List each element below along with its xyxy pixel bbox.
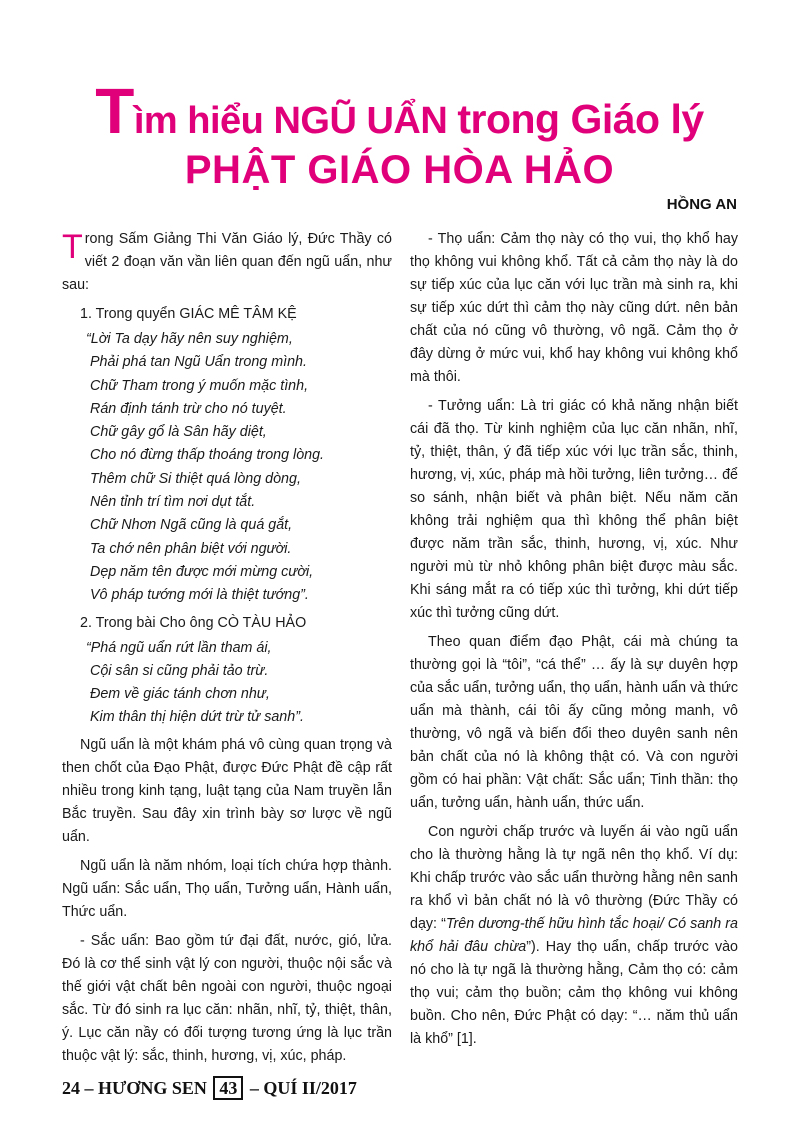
poem-line: Chữ Nhơn Ngã cũng là quá gắt, (90, 517, 293, 534)
poem-line: Phải phá tan Ngũ Uẩn trong mình. (90, 354, 307, 371)
author-name: HỒNG AN (666, 196, 737, 213)
poem-line: Dẹp năm tên được mới mừng cười, (90, 563, 314, 580)
body-paragraph (410, 821, 738, 1051)
poem-line: Ta chớ nên phân biệt với người. (90, 540, 292, 557)
poem-line: Kim thân thị hiện dứt trừ tử sanh”. (90, 709, 304, 726)
right-column (410, 228, 738, 1057)
title-initial: T (95, 75, 134, 147)
quote-text: Trên dương-thế hữu hình tắc hoại/ Có sanh ra khổ hải đâu chừa (410, 916, 738, 955)
body-paragraph: Ngũ uẩn là năm nhóm, loại tích chứa hợp thành. Ngũ uẩn: Sắc uẩn, Thọ uẩn, Tưởng uẩn, Hành uẩn, Thức uẩn. (62, 857, 392, 920)
title-part-b: NGŨ UẨN (273, 100, 458, 142)
issue-period: – QUÍ II/2017 (249, 1078, 357, 1098)
poem-line: Thêm chữ Si thiệt quá lòng dòng, (90, 470, 301, 487)
title-part-c: trong Giáo lý (457, 96, 704, 142)
left-column (62, 228, 392, 1074)
poem-line: Chữ gây gổ là Sân hãy diệt, (90, 424, 267, 441)
issue-number: 43 (213, 1076, 243, 1100)
poem-line: Cội sân si cũng phải tảo trừ. (90, 662, 269, 679)
title-line-2: PHẬT GIÁO HÒA HẢO (184, 147, 615, 192)
page-footer (62, 1076, 357, 1100)
paragraph-text: Con người chấp trước và luyến ái vào ngũ uẩn cho là thường hằng là tự ngã nên thọ khổ. Ví dụ: Khi chấp trước vào sắc uẩn thường hằng nên sanh ra khổ vì bản chất nó là vô thường (Đức Thầy có dạy: “ (410, 824, 738, 932)
poem-line: Vô pháp tướng mới là thiệt tướng”. (90, 587, 309, 604)
poem-line: Nên tỉnh trí tìm nơi dụt tắt. (90, 494, 256, 511)
body-paragraph: - Tưởng uẩn: Là tri giác có khả năng nhận biết cái đã thọ. Từ kinh nghiệm của lục căn nhãn, nhĩ, tỷ, thiệt, thân, ý đã tiếp xúc với lục trần sắc, thinh, hương, vị, xúc, pháp mà hồi tưởng, liên tưởng… để so sánh, nhận biết và phân biệt. Nếu năm căn không trải nghiệm qua thì không thể phân biệt được năm trần sắc, thinh, hương, vị, xúc. Như người mù từ nhỏ không phân biệt được màu sắc. Khi sáng mắt ra có tiếp xúc thì tưởng, khi dứt tiếp xúc thì tưởng cũng dứt. (410, 398, 738, 621)
title-line-1 (0, 76, 799, 148)
page-number: 24 (62, 1078, 80, 1098)
drop-cap: T (62, 228, 83, 266)
intro-text: rong Sấm Giảng Thi Văn Giáo lý, Đức Thầy có viết 2 đoạn văn vần liên quan đến ngũ uẩn, như sau: (62, 231, 392, 293)
poem-line: Rán định tánh trừ cho nó tuyệt. (90, 400, 287, 417)
magazine-name: – HƯƠNG SEN (84, 1078, 207, 1098)
poem-line: “Lời Ta dạy hãy nên suy nghiệm, (86, 331, 293, 347)
poem-line: Chữ Tham trong ý muốn mặc tình, (90, 377, 309, 394)
body-paragraph: - Sắc uẩn: Bao gồm tứ đại đất, nước, gió, lửa. Đó là cơ thể sinh vật lý con người, thuộc nội sắc và thế giới vật chất bên ngoài con người, thuộc ngoại sắc. Từ đó sinh ra lục căn: nhãn, nhĩ, tỷ, thiệt, thân, ý. Lục căn nầy có đối tượng tương ứng là lục trần thuộc vật lý: sắc, thinh, hương, vị, xúc, pháp. (62, 932, 392, 1064)
poem-1 (62, 328, 392, 608)
title-part-a: ìm hiểu (133, 100, 274, 142)
poem-line: Đem về giác tánh chơn như, (90, 686, 270, 703)
section-heading-2: 2. Trong bài Cho ông CÒ TÀU HẢO (80, 614, 307, 631)
body-paragraph: - Thọ uẩn: Cảm thọ này có thọ vui, thọ khổ hay thọ không vui không khổ. Tất cả cảm thọ này là do sự tiếp xúc của lục căn với lục trần mà sinh ra, khi sự tiếp xúc dứt thì cảm thọ này cũng dứt. nên bản chất của nó cũng vô thường, vô ngã. Cảm thọ ở đây dừng ở mức vui, khổ hay không vui không khổ mà thôi. (410, 231, 738, 385)
article-title (0, 76, 799, 192)
section-heading-1: 1. Trong quyển GIÁC MÊ TÂM KỆ (80, 306, 297, 322)
intro-paragraph (62, 228, 392, 297)
poem-line: Cho nó đừng thấp thoáng trong lòng. (90, 447, 325, 464)
poem-2 (62, 637, 392, 730)
body-paragraph: Theo quan điểm đạo Phật, cái mà chúng ta thường gọi là “tôi”, “cá thể” … ấy là sự duyên hợp của sắc uẩn, tưởng uẩn, thọ uẩn, hành uẩn và thức uẩn mà thành, cái tôi ấy cũng mỏng manh, vô thường, vô ngã và biến đổi theo duyên sanh nên bản chất của nó là không thật có. Và con người gồm có hai phần: Vật chất: Sắc uẩn; Tinh thần: thọ uẩn, tưởng uẩn, hành uẩn, thức uẩn. (410, 634, 738, 811)
body-paragraph: Ngũ uẩn là một khám phá vô cùng quan trọng và then chốt của Đạo Phật, được Đức Phật đề cập rất nhiều trong kinh tạng, luật tạng của Nam truyền lẫn Bắc truyền. Sau đây xin trình bày sơ lược về ngũ uẩn. (62, 736, 392, 845)
poem-line: “Phá ngũ uẩn rứt lần tham ái, (86, 639, 272, 656)
paragraph-text: ”). Hay thọ uẩn, chấp trước vào nó cho là tự ngã là thường hằng, Cảm thọ có: cảm thọ vui; cảm thọ buồn; cảm thọ không vui không buồn. Cho nên, Đức Phật có dạy: “… năm thủ uẩn là khổ” [1]. (410, 939, 738, 1047)
